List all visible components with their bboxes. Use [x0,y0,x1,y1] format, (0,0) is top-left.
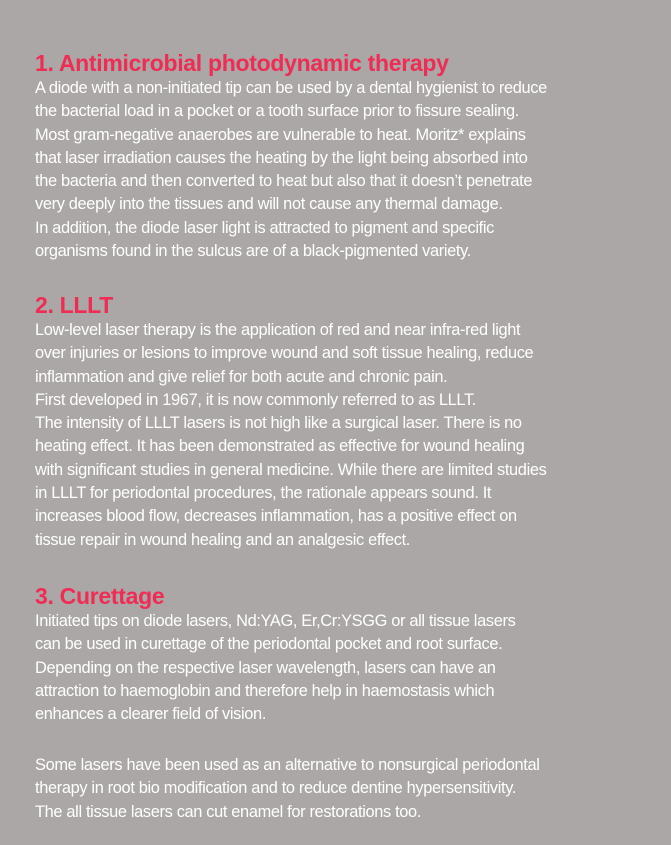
body-line: increases blood flow, decreases inflammation, has a positive effect on [35,507,517,526]
body-line: Some lasers have been used as an alternative to nonsurgical periodontal [35,756,540,774]
body-line: the bacterial load in a pocket or a tooth surface prior to fissure sealing. [35,102,519,121]
body-line: with significant studies in general medicine. While there are limited studies [35,460,547,479]
body-line: Low-level laser therapy is the application of red and near infra-red light [35,321,521,339]
body-line: The all tissue lasers can cut enamel for restorations too. [35,802,422,821]
section-heading: 1. Antimicrobial photodynamic therapy [35,50,449,76]
body-line: In addition, the diode laser light is attracted to pigment and specific [35,218,494,237]
section-heading: 2. LLLT [35,292,113,318]
section-heading: 3. Curettage [35,583,165,609]
body-line: over injuries or lesions to improve wound and soft tissue healing, reduce [35,344,534,363]
section-body [35,319,665,552]
body-line: inflammation and give relief for both acute and chronic pain. [35,367,448,386]
body-line: attraction to haemoglobin and therefore help in haemostasis which [35,681,495,700]
body-line: that laser irradiation causes the heating by the light being absorbed into [35,148,528,167]
body-line: very deeply into the tissues and will not cause any thermal damage. [35,195,503,214]
section-curettage [35,582,665,726]
body-line: organisms found in the sulcus are of a black-pigmented variety. [35,242,471,261]
body-line: in LLLT for periodontal procedures, the rationale appears sound. It [35,484,492,503]
body-line: tissue repair in wound healing and an analgesic effect. [35,530,410,549]
closing-paragraph [35,754,665,824]
body-line: enhances a clearer field of vision. [35,705,267,724]
section-body [35,610,665,726]
body-line: can be used in curettage of the periodontal pocket and root surface. [35,635,503,654]
body-line: Initiated tips on diode lasers, Nd:YAG, Er,Cr:YSGG or all tissue lasers [35,612,516,630]
body-line: The intensity of LLLT lasers is not high like a surgical laser. There is no [35,414,522,433]
body-line: therapy in root bio modification and to reduce dentine hypersensitivity. [35,779,517,798]
section-antimicrobial-photodynamic-therapy [35,49,665,263]
section-body [35,77,665,263]
body-line: heating effect. It has been demonstrated as effective for wound healing [35,437,525,456]
body-line: First developed in 1967, it is now commonly referred to as LLLT. [35,390,477,409]
body-line: the bacteria and then converted to heat but also that it doesn’t penetrate [35,172,533,191]
body-line: A diode with a non-initiated tip can be used by a dental hygienist to reduce [35,79,547,97]
body-line: Most gram-negative anaerobes are vulnerable to heat. Moritz* explains [35,125,526,144]
body-line: Depending on the respective laser wavelength, lasers can have an [35,658,496,677]
section-lllt [35,291,665,552]
